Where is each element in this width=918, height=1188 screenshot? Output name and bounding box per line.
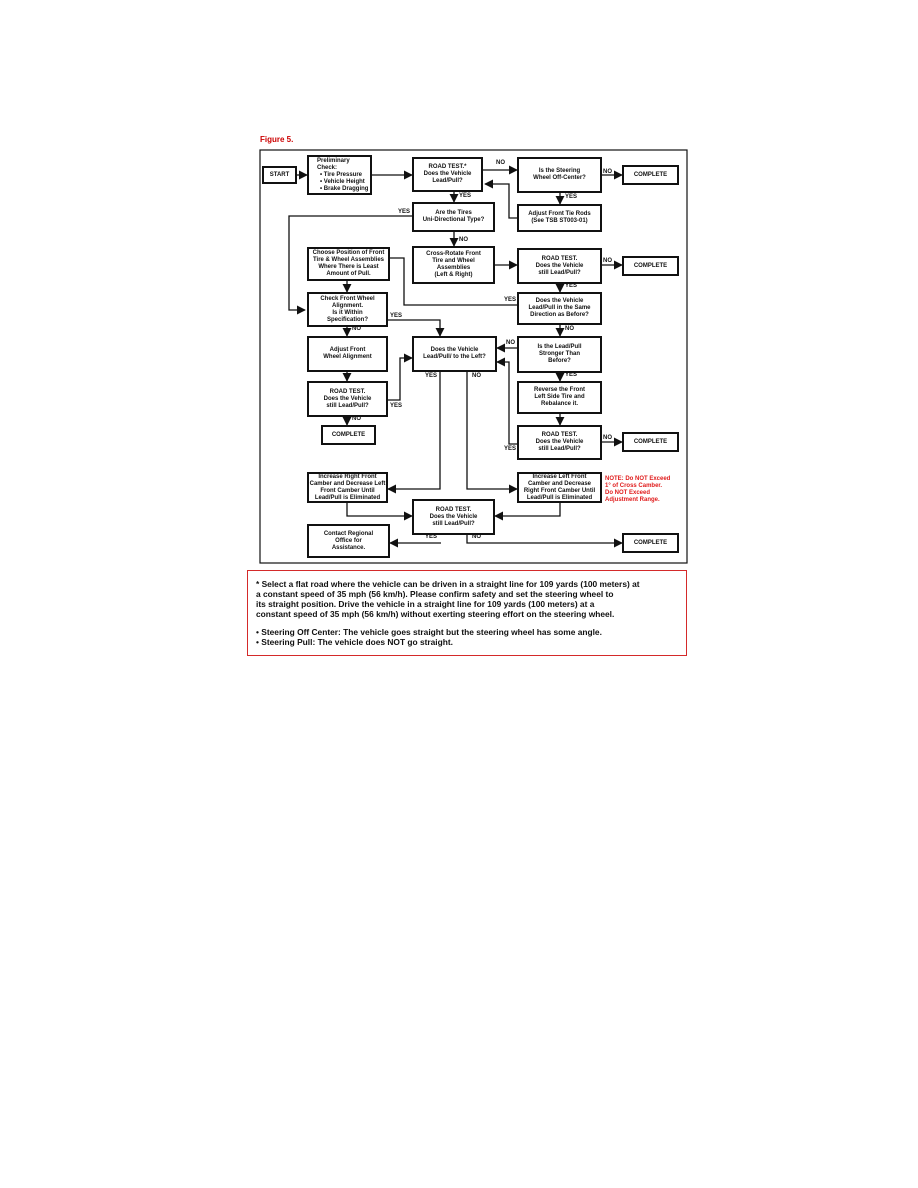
node-line: Are the Tires xyxy=(435,210,472,216)
start-label: START xyxy=(269,171,290,178)
road-test-3-box xyxy=(307,381,388,417)
edge-rt4-left-yes xyxy=(497,362,517,444)
node-line: Front Camber Until xyxy=(320,487,375,494)
edge-label-rt2-no: NO xyxy=(603,258,612,264)
edge-rt3-left-yes xyxy=(388,358,412,400)
note-line: Do NOT Exceed xyxy=(605,490,651,496)
edge-rightcamber-rt5 xyxy=(347,503,412,516)
node-line: Is the Lead/Pull xyxy=(537,344,582,350)
node-line: Increase Left Front xyxy=(532,473,587,480)
node-line: Does the Vehicle xyxy=(535,439,584,445)
edge-label-same-yes: YES xyxy=(504,297,517,303)
edge-label-rt5-no: NO xyxy=(472,534,481,540)
edge-label-rt3-yes: YES xyxy=(390,403,403,409)
note-line: Adjustment Range. xyxy=(605,497,660,503)
complete-5-box xyxy=(622,533,679,553)
edge-left-rightcamber-yes xyxy=(388,372,440,489)
node-line: Is the Steering xyxy=(538,168,581,174)
preliminary-check-box xyxy=(307,155,372,195)
node-line: ROAD TEST. xyxy=(329,388,366,395)
complete-1-box xyxy=(622,165,679,185)
node-line: Stronger Than xyxy=(538,351,580,357)
node-line: Adjust Front xyxy=(329,347,366,353)
node-line: Wheel Off-Center? xyxy=(533,175,586,181)
footnote-paragraph: * Select a flat road where the vehicle can be driven in a straight line for 109 yards (100 meters) at a constant speed of 35 mph (56 km/h). Please confirm safety and set the steering wheel to its straight position. Drive the vehicle in a straight line for 109 yards (100 meters) at a constant speed of 35 mph (56 km/h) without exerting steering effort on the steering wheel. xyxy=(256,579,640,619)
node-line: ROAD TEST. xyxy=(435,506,472,513)
node-line: Lead/Pull? xyxy=(432,178,463,184)
node-line: Contact Regional xyxy=(323,530,374,537)
adjust-tie-rods-box xyxy=(517,204,602,232)
node-line: Tire & Wheel Assemblies xyxy=(312,257,385,263)
node-line: Does the Vehicle xyxy=(430,347,479,353)
node-line: Lead/Pull is Eliminated xyxy=(314,494,381,501)
node-line: still Lead/Pull? xyxy=(326,402,369,409)
edge-label-rt2-yes: YES xyxy=(565,283,578,289)
node-line: Increase Right Front xyxy=(318,473,377,480)
node-line: Check Front Wheel xyxy=(320,295,375,302)
complete-label: COMPLETE xyxy=(331,431,366,438)
node-line: Reverse the Front xyxy=(533,387,585,393)
node-line: Camber and Decrease xyxy=(527,480,592,487)
cross-rotate-box xyxy=(412,246,495,284)
node-line: ROAD TEST. xyxy=(541,255,578,262)
edge-label-stronger-yes: YES xyxy=(565,372,578,378)
node-line: Rebalance it. xyxy=(540,401,578,407)
edge-label-left-yes: YES xyxy=(425,373,438,379)
node-line: Specification? xyxy=(326,316,368,323)
complete-3-box xyxy=(321,425,376,445)
node-line: (Left & Right) xyxy=(434,272,473,278)
node-line: Assemblies xyxy=(436,265,471,271)
node-line: Wheel Alignment xyxy=(323,354,372,360)
lead-to-left-box xyxy=(412,336,497,372)
node-line: Assistance. xyxy=(331,544,366,551)
edge-label-same-no: NO xyxy=(565,326,574,332)
edge-rt5-complete-no xyxy=(467,535,622,543)
node-line: Does the Vehicle xyxy=(323,395,372,402)
node-line: Does the Vehicle xyxy=(423,171,472,177)
complete-label: COMPLETE xyxy=(633,262,668,269)
reverse-left-tire-box xyxy=(517,381,602,414)
node-line: Choose Position of Front xyxy=(312,250,385,256)
complete-2-box xyxy=(622,256,679,276)
edge-label-rt4-yes: YES xyxy=(504,446,517,452)
footnote-bullet-pull: • Steering Pull: The vehicle does NOT go straight. xyxy=(256,637,453,647)
edge-label-tires-no: NO xyxy=(459,237,468,243)
prelim-item: • Brake Dragging xyxy=(320,185,369,192)
road-test-2-box xyxy=(517,248,602,284)
edge-check-left-yes xyxy=(388,320,440,336)
road-test-5-box xyxy=(412,499,495,535)
edge-label-tires-yes: YES xyxy=(398,209,411,215)
contact-regional-box xyxy=(307,524,390,558)
prelim-item: • Tire Pressure xyxy=(320,171,363,178)
prelim-item: • Vehicle Height xyxy=(320,178,365,185)
edge-label-offcenter-yes: YES xyxy=(565,194,578,200)
same-direction-box xyxy=(517,292,602,325)
node-line: Amount of Pull. xyxy=(326,271,371,277)
footnote-bullet-off-center: • Steering Off Center: The vehicle goes straight but the steering wheel has some angle. xyxy=(256,627,602,637)
node-line: Is it Within xyxy=(332,309,363,316)
node-line: Lead/Pull in the Same xyxy=(528,305,591,311)
check-alignment-box xyxy=(307,292,388,327)
figure-label: Figure 5. xyxy=(260,135,294,144)
tires-unidirectional-box xyxy=(412,202,495,232)
node-line: still Lead/Pull? xyxy=(538,269,581,276)
node-line: Uni-Directional Type? xyxy=(422,217,485,223)
node-line: still Lead/Pull? xyxy=(538,446,581,452)
stronger-than-before-box xyxy=(517,336,602,373)
node-line: ROAD TEST. xyxy=(541,432,578,438)
node-line: still Lead/Pull? xyxy=(432,520,475,527)
node-line: Tire and Wheel xyxy=(432,258,475,264)
edge-label-rt3-no: NO xyxy=(352,416,361,422)
node-line: ROAD TEST.* xyxy=(428,164,467,170)
edge-label-align-yes: YES xyxy=(390,313,403,319)
choose-position-box xyxy=(307,247,390,281)
edge-label-offcenter-no: NO xyxy=(603,169,612,175)
node-line: (See TSB ST003-01) xyxy=(531,218,588,224)
node-line: Camber and Decrease Left xyxy=(309,480,386,487)
edge-label-rt5-yes: YES xyxy=(425,534,438,540)
node-line: Before? xyxy=(548,358,571,364)
complete-label: COMPLETE xyxy=(633,171,668,178)
edge-label-rt1-yes: YES xyxy=(459,193,472,199)
increase-left-camber-box xyxy=(517,472,602,503)
node-line: Lead/Pull/ to the Left? xyxy=(423,354,486,360)
node-line: Direction as Before? xyxy=(530,312,589,318)
start-node xyxy=(262,166,297,184)
increase-right-camber-box xyxy=(307,472,388,503)
complete-label: COMPLETE xyxy=(633,438,668,445)
adjust-alignment-box xyxy=(307,336,388,372)
node-line: Right Front Camber Until xyxy=(523,487,596,494)
edge-label-align-no: NO xyxy=(352,326,361,332)
edge-label-rt1-no: NO xyxy=(496,160,505,166)
footnote-box xyxy=(247,570,687,656)
edge-label-stronger-no: NO xyxy=(506,340,515,346)
node-line: Lead/Pull is Eliminated xyxy=(526,494,593,501)
complete-4-box xyxy=(622,432,679,452)
flowchart-connectors xyxy=(0,0,918,570)
node-line: Office for xyxy=(335,537,362,544)
steering-off-center-box xyxy=(517,157,602,193)
edge-label-left-no: NO xyxy=(472,373,481,379)
node-line: Does the Vehicle xyxy=(535,298,584,304)
camber-note xyxy=(605,476,670,504)
node-line: Does the Vehicle xyxy=(429,513,478,520)
road-test-4-box xyxy=(517,425,602,460)
prelim-title: Preliminary Check: xyxy=(317,157,350,171)
note-line: 1° of Cross Camber. xyxy=(605,483,663,489)
node-line: Left Side Tire and xyxy=(534,394,585,400)
note-line: NOTE: Do NOT Exceed xyxy=(605,476,671,482)
complete-label: COMPLETE xyxy=(633,539,668,546)
road-test-1-box xyxy=(412,157,483,192)
node-line: Adjust Front Tie Rods xyxy=(528,211,591,217)
node-line: Cross-Rotate Front xyxy=(426,251,481,257)
node-line: Does the Vehicle xyxy=(535,262,584,269)
edge-label-rt4-no: NO xyxy=(603,435,612,441)
node-line: Where There is Least xyxy=(318,264,379,270)
node-line: Alignment. xyxy=(332,302,363,309)
edge-leftcamber-rt5 xyxy=(495,503,560,516)
